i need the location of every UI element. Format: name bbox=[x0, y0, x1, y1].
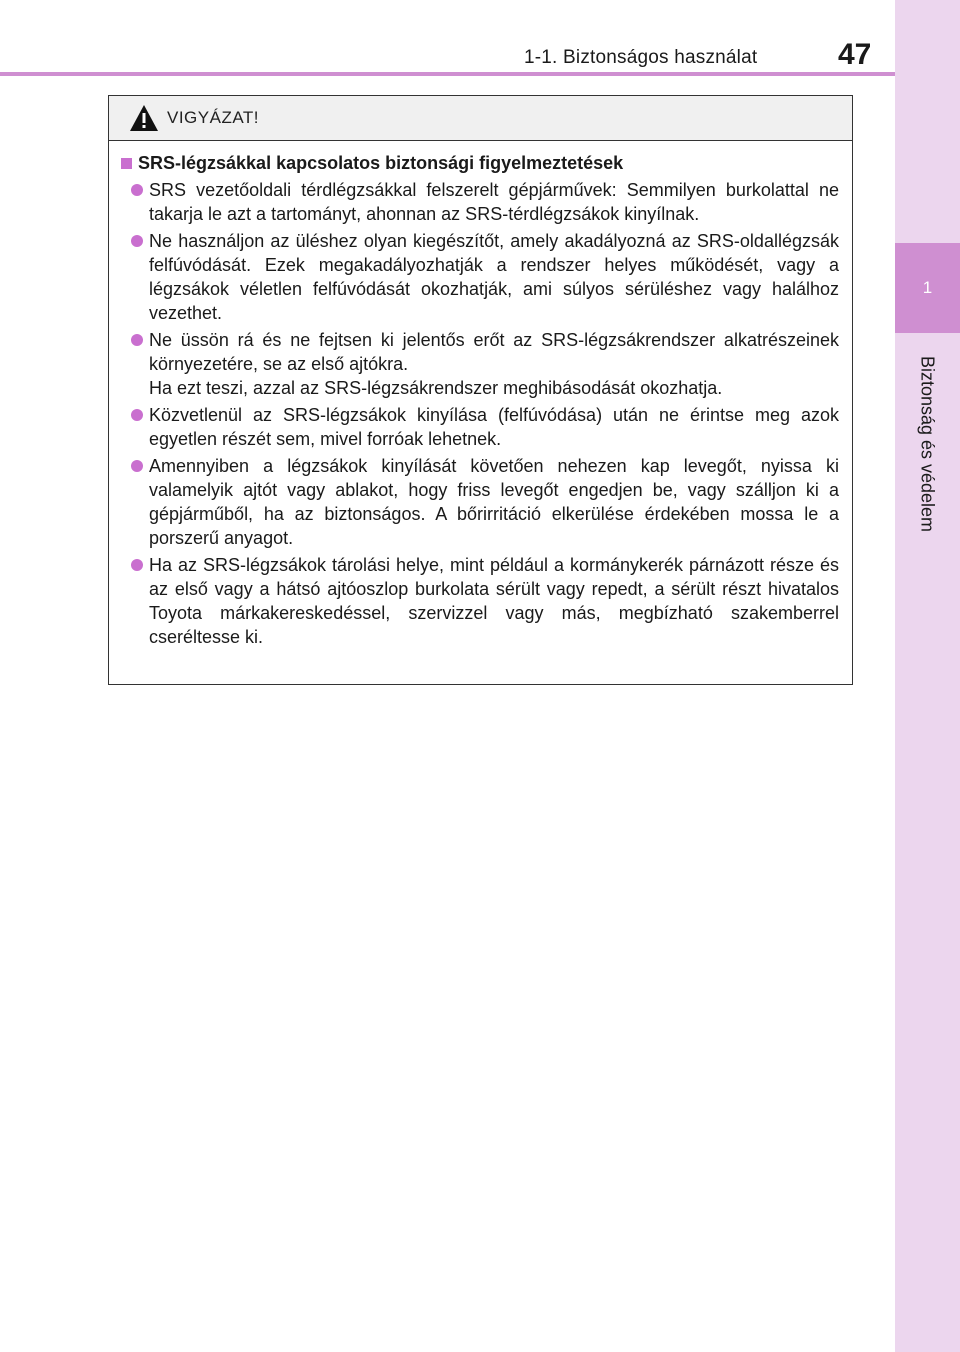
warning-content bbox=[109, 141, 852, 649]
bullet-dot-icon bbox=[131, 460, 143, 472]
list-item-text: Ne használjon az üléshez olyan kiegészítőt, amely akadályozná az SRS-oldallégzsák felfúvódását. Ezek megakadályozhatják a rendszer helyes működését, vagy a légzsákok véletlen felfúvódását okozhatják, ami súlyos sérüléshez vagy halálhoz vezethet. bbox=[149, 231, 839, 323]
bullet-dot-icon bbox=[131, 559, 143, 571]
warning-subheading-text: SRS-légzsákkal kapcsolatos biztonsági figyelmeztetések bbox=[138, 153, 624, 173]
square-bullet-icon bbox=[121, 158, 132, 169]
list-item bbox=[121, 328, 839, 400]
list-item bbox=[121, 229, 839, 325]
warning-header bbox=[109, 96, 852, 141]
bullet-dot-icon bbox=[131, 409, 143, 421]
list-item bbox=[121, 178, 839, 226]
chapter-side-tab bbox=[895, 0, 960, 1352]
bullet-dot-icon bbox=[131, 334, 143, 346]
page-number: 47 bbox=[838, 38, 872, 71]
warning-triangle-icon bbox=[129, 104, 159, 132]
page-header bbox=[0, 0, 895, 76]
list-item bbox=[121, 454, 839, 550]
list-item-text: Közvetlenül az SRS-légzsákok kinyílása (felfúvódása) után ne érintse meg azok egyetlen részét sem, mivel forróak lehetnek. bbox=[149, 405, 839, 449]
list-item-text: Amennyiben a légzsákok kinyílását követően nehezen kap levegőt, nyissa ki valamelyik ajtót vagy ablakot, hogy friss levegőt engedjen be, vagy szálljon ki a gépjárműből, ha az biztonságos. A bőrirritáció elkerülése érdekében mossa le a porszerű anyagot. bbox=[149, 456, 839, 548]
bullet-dot-icon bbox=[131, 184, 143, 196]
warning-title: VIGYÁZAT! bbox=[167, 108, 260, 127]
warning-box bbox=[108, 95, 853, 685]
bullet-dot-icon bbox=[131, 235, 143, 247]
chapter-number: 1 bbox=[922, 278, 933, 297]
section-title: 1-1. Biztonságos használat bbox=[524, 47, 758, 68]
list-item-text: Ha az SRS-légzsákok tárolási helye, mint például a kormánykerék párnázott része és az első vagy a hátsó ajtóoszlop burkolata sérült vagy repedt, a sérült részt hivatalos Toyota márkakereskedéssel, szervizzel vagy más, megbízható szakemberrel cseréltesse ki. bbox=[149, 555, 839, 647]
chapter-number-box bbox=[895, 243, 960, 333]
chapter-title: Biztonság és védelem bbox=[917, 355, 938, 533]
list-item-text: Ne üssön rá és ne fejtsen ki jelentős erőt az SRS-légzsákrendszer alkatrészeinek környezetére, se az első ajtókra. Ha ezt teszi, azzal az SRS-légzsákrendszer meghibásodását okozhatja. bbox=[149, 330, 839, 398]
list-item-text: SRS vezetőoldali térdlégzsákkal felszerelt gépjárművek: Semmilyen burkolattal ne takarja le azt a tartományt, ahonnan az SRS-térdlégzsákok kinyílnak. bbox=[149, 180, 839, 224]
warning-subheading bbox=[121, 153, 839, 174]
list-item bbox=[121, 553, 839, 649]
list-item bbox=[121, 403, 839, 451]
